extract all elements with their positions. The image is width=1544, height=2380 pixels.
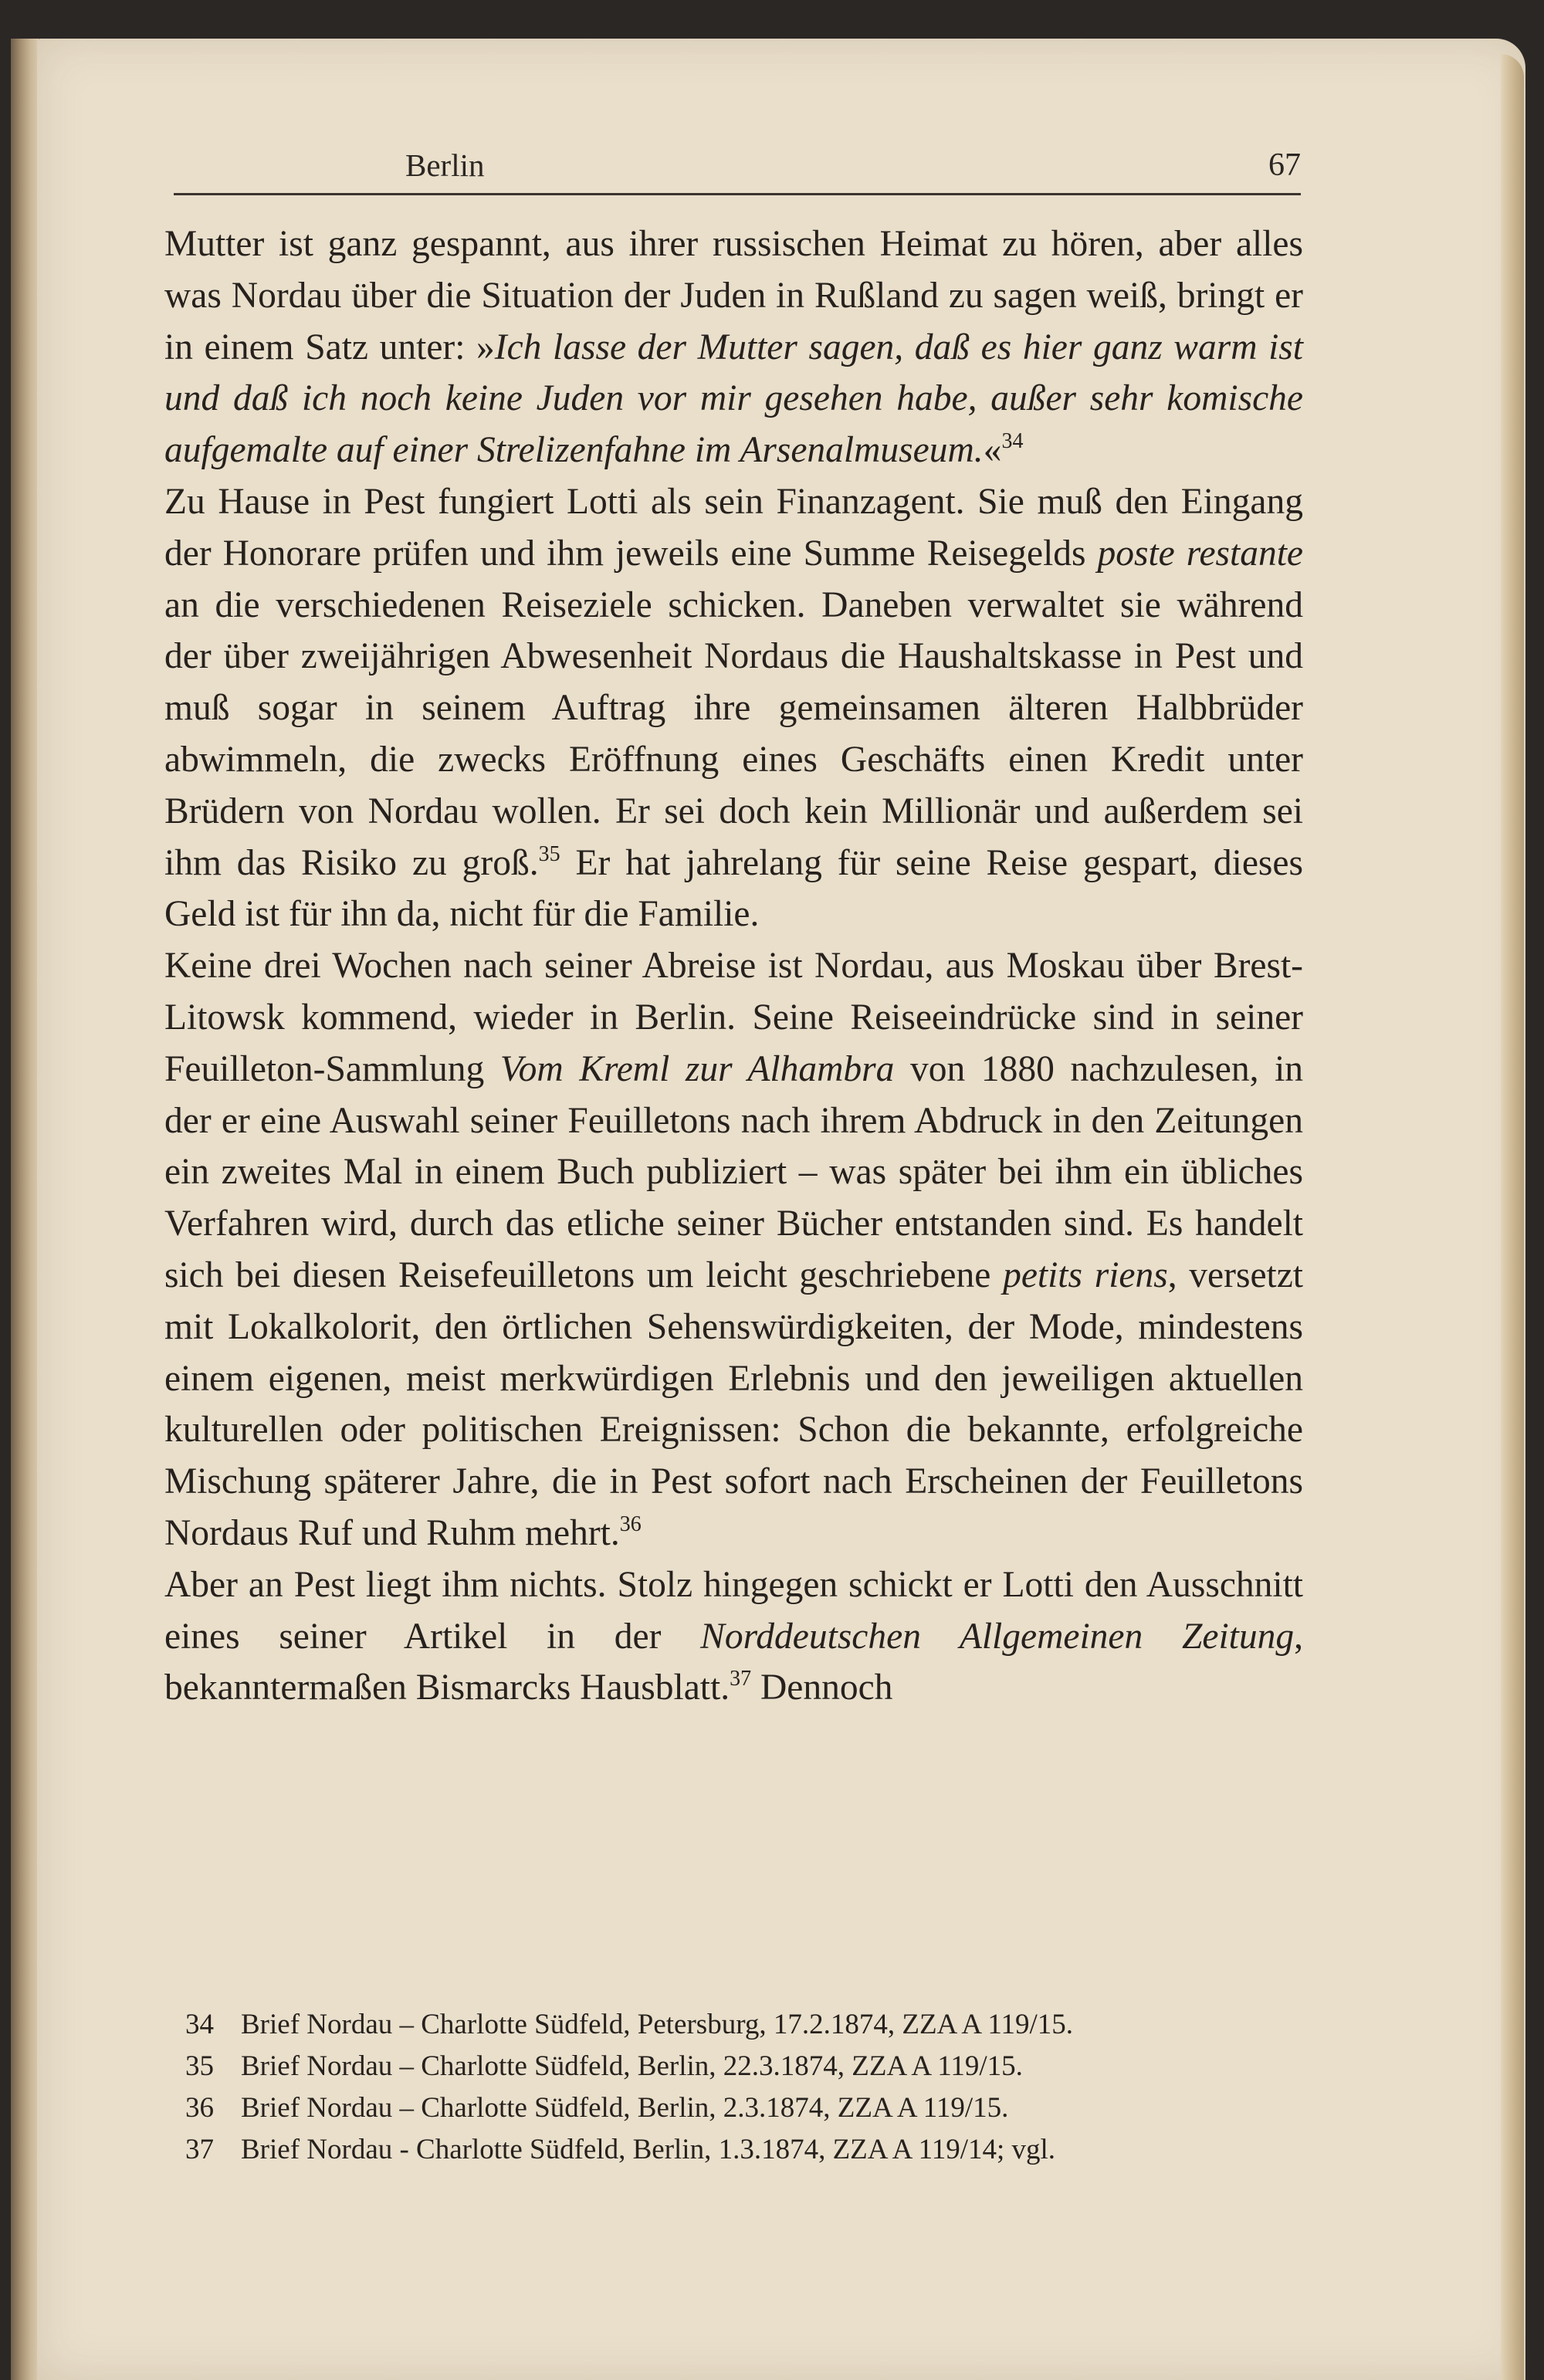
footnote-text: Brief Nordau - Charlotte Südfeld, Berlin, 1.3.1874, ZZA A 119/14; vgl.: [241, 2134, 1056, 2165]
text-run: «: [983, 430, 1002, 471]
italic-run: Norddeutschen Allgemeinen Zeitung: [700, 1616, 1295, 1657]
footnote: [185, 2046, 1301, 2087]
footnote: [185, 2087, 1301, 2129]
paragraph: [164, 1559, 1303, 1714]
text-run: Er hat jahrelang für seine Reise gespart, dieses Geld ist für ihn da, nicht für die Familie.: [164, 842, 1303, 935]
page-number: 67: [1268, 147, 1301, 183]
footnote-number: 34: [185, 2009, 214, 2040]
text-run: von 1880 nachzulesen, in der er eine Auswahl seiner Feuilletons nach ihrem Abdruck in den Zeitungen ein zweites Mal in einem Buch publiziert – was später bei ihm ein übliches Verfahren wird, durch das etliche seiner Bücher entstanden sind. Es handelt sich bei diesen Reisefeuilletons um leicht geschriebene: [164, 1048, 1304, 1295]
page-header: [174, 139, 1301, 195]
book-spine-edge: [11, 39, 39, 2380]
running-head: Berlin: [405, 147, 485, 183]
footnote: [185, 2004, 1301, 2046]
italic-run: Ich lasse der Mutter sagen, daß es hier ganz warm ist und daß ich noch keine Juden vor mir gesehen habe, außer sehr komische aufgemalte auf einer Strelizenfahne im Arsenalmuseum.: [164, 327, 1303, 471]
footnote-ref: 37: [730, 1667, 752, 1691]
italic-run: poste restante: [1097, 533, 1303, 574]
paragraph: [164, 218, 1303, 476]
italic-run: petits riens: [1003, 1254, 1168, 1295]
footnote-text: Brief Nordau – Charlotte Südfeld, Berlin, 22.3.1874, ZZA A 119/15.: [241, 2050, 1023, 2082]
footnote-number: 37: [185, 2134, 214, 2165]
text-run: , versetzt mit Lokalkolorit, den örtlichen Sehenswürdigkeiten, der Mode, mindestens einem eigenen, meist merkwürdigen Erlebnis und den jeweiligen aktuellen kulturellen oder politischen Ereignissen: Schon die bekannte, erfolgreiche Mischung späterer Jahre, die in Pest sofort nach Erscheinen der Feuilletons Nordaus Ruf und Ruhm mehrt.: [164, 1254, 1304, 1553]
footnote-ref: 35: [538, 841, 560, 866]
paragraph: [164, 940, 1303, 1559]
text-run: Mutter ist ganz gespannt, aus ihrer russischen Heimat zu hören, aber alles was Nordau über die Situation der Juden in Rußland zu sagen weiß, bringt er in einem Satz unter: »: [164, 224, 1303, 367]
text-run: Keine drei Wochen nach seiner Abreise ist Nordau, aus Moskau über Brest-Litowsk kommend, wieder in Berlin. Seine Reiseeindrücke sind in seiner Feuilleton-Sammlung: [164, 946, 1303, 1089]
italic-run: Vom Kreml zur Alhambra: [499, 1048, 895, 1089]
text-run: an die verschiedenen Reiseziele schicken. Daneben verwaltet sie während der über zweijährigen Abwesenheit Nordaus die Haushaltskasse in Pest und muß sogar in seinem Auftrag ihre gemeinsamen älteren Halbbrüder abwimmeln, die zwecks Eröffnung eines Geschäfts einen Kredit unter Brüdern von Nordau wollen. Er sei doch kein Millionär und außerdem sei ihm das Risiko zu groß.: [164, 584, 1303, 883]
paragraph: [164, 476, 1303, 940]
footnote: [185, 2129, 1301, 2171]
footnote-number: 35: [185, 2050, 214, 2082]
text-run: Aber an Pest liegt ihm nichts. Stolz hingegen schickt er Lotti den Ausschnitt eines seiner Artikel in der: [164, 1564, 1303, 1657]
page-stack-edge: [1501, 54, 1524, 2380]
footnote-text: Brief Nordau – Charlotte Südfeld, Berlin, 2.3.1874, ZZA A 119/15.: [241, 2092, 1009, 2124]
text-run: Dennoch: [751, 1667, 893, 1708]
text-run: Zu Hause in Pest fungiert Lotti als sein Finanzagent. Sie muß den Eingang der Honorare prüfen und ihm jeweils eine Summe Reisegelds: [164, 481, 1303, 574]
text-run: , bekanntermaßen Bismarcks Hausblatt.: [164, 1616, 1303, 1708]
footnotes: [185, 2004, 1301, 2171]
footnote-text: Brief Nordau – Charlotte Südfeld, Petersburg, 17.2.1874, ZZA A 119/15.: [241, 2009, 1074, 2040]
body-text: [164, 218, 1303, 1714]
footnote-ref: 34: [1001, 429, 1024, 454]
footnote-number: 36: [185, 2092, 214, 2124]
footnote-ref: 36: [619, 1512, 642, 1536]
